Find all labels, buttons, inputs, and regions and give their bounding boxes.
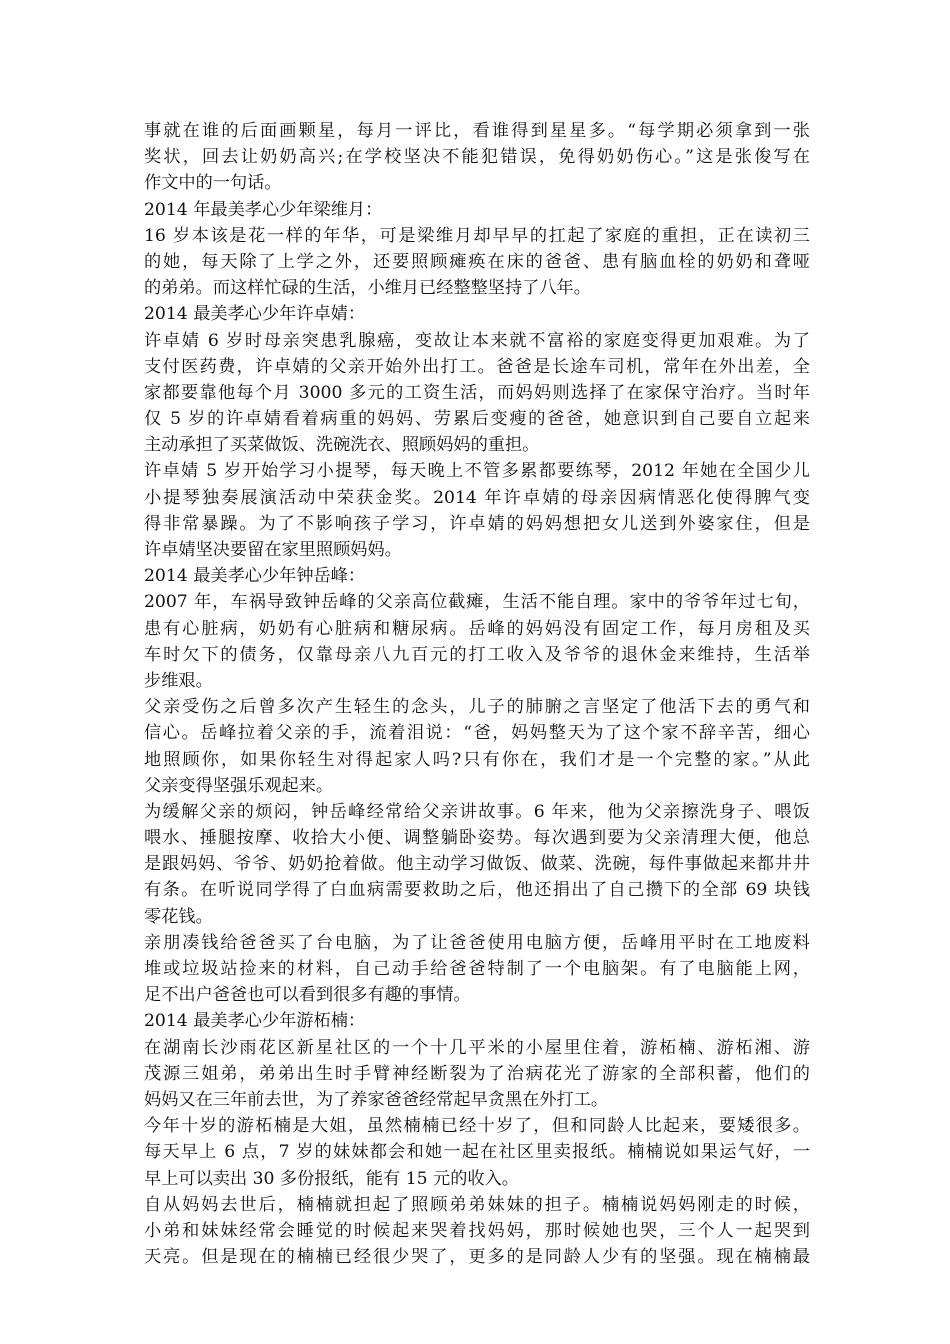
text-line: 奖状，回去让奶奶高兴;在学校坚决不能犯错误，免得奶奶伤心。”这是张俊写在 [144, 147, 810, 168]
text-line: 许卓婧坚决要留在家里照顾妈妈。 [144, 540, 402, 560]
text-line: 支付医药费，许卓婧的父亲开始外出打工。爸爸是长途车司机，常年在外出差，全 [144, 356, 810, 377]
text-line: 家都要靠他每个月 3000 多元的工资生活，而妈妈则选择了在家保守治疗。当时年 [144, 382, 810, 403]
text-line: 每天早上 6 点，7 岁的妹妹都会和她一起在社区里卖报纸。楠楠说如果运气好，一 [144, 1142, 810, 1163]
text-line: 16 岁本该是花一样的年华，可是梁维月却早早的扛起了家庭的重担，正在读初三 [144, 225, 810, 246]
text-line: 许卓婧 6 岁时母亲突患乳腺癌，变故让本来就不富裕的家庭变得更加艰难。为了 [144, 330, 810, 351]
text-line: 妈妈又在三年前去世，为了养家爸爸经常起早贪黑在外打工。 [144, 1089, 609, 1110]
text-line: 车时欠下的债务，仅靠母亲八九百元的打工收入及爷爷的退休金来维持，生活举 [144, 644, 810, 665]
text-line: 2014 最美孝心少年许卓婧： [144, 304, 366, 325]
text-line: 早上可以卖出 30 多份报纸，能有 15 元的收入。 [144, 1168, 519, 1189]
text-line: 父亲受伤之后曾多次产生轻生的念头，儿子的肺腑之言坚定了他活下去的勇气和 [144, 697, 810, 718]
text-line: 是跟妈妈、爷爷、奶奶抢着做。他主动学习做饭、做菜、洗碗，每件事做起来都井井 [144, 854, 810, 875]
text-line: 有条。在听说同学得了白血病需要救助之后，他还捐出了自己攒下的全部 69 块钱 [144, 880, 810, 901]
text-line: 茂源三姐弟，弟弟出生时手臂神经断裂为了治病花光了游家的全部积蓄，他们的 [144, 1063, 810, 1084]
text-line: 在湖南长沙雨花区新星社区的一个十几平米的小屋里住着，游柘楠、游柘湘、游 [144, 1037, 810, 1058]
text-line: 仅 5 岁的许卓婧看着病重的妈妈、劳累后变瘦的爸爸，她意识到自己要自立起来 [144, 409, 810, 430]
text-line: 自从妈妈去世后，楠楠就担起了照顾弟弟妹妹的担子。楠楠说妈妈刚走的时候， [144, 1194, 810, 1215]
text-line: 今年十岁的游柘楠是大姐，虽然楠楠已经十岁了，但和同龄人比起来，要矮很多。 [144, 1116, 810, 1137]
text-line: 小弟和妹妹经常会睡觉的时候起来哭着找妈妈，那时候她也哭，三个人一起哭到 [144, 1220, 810, 1241]
text-line: 父亲变得坚强乐观起来。 [144, 775, 334, 796]
text-line: 零花钱。 [144, 906, 213, 927]
document-page [144, 118, 810, 1270]
text-line: 事就在谁的后面画颗星，每月一评比，看谁得到星星多。“每学期必须拿到一张 [144, 121, 810, 141]
text-line: 2007 年，车祸导致钟岳峰的父亲高位截瘫，生活不能自理。家中的爷爷年过七旬， [144, 592, 810, 613]
text-line: 亲朋凑钱给爸爸买了台电脑，为了让爸爸使用电脑方便，岳峰用平时在工地废料 [144, 932, 810, 953]
text-line: 许卓婧 5 岁开始学习小提琴，每天晚上不管多累都要练琴，2012 年她在全国少儿 [144, 461, 810, 482]
text-line: 步维艰。 [144, 670, 213, 691]
text-line: 天亮。但是现在的楠楠已经很少哭了，更多的是同龄人少有的坚强。现在楠楠最 [144, 1247, 810, 1268]
text-line: 2014 年最美孝心少年梁维月： [144, 199, 383, 220]
text-line: 为缓解父亲的烦闷，钟岳峰经常给父亲讲故事。6 年来，他为父亲擦洗身子、喂饭 [144, 801, 810, 822]
text-line: 堆或垃圾站捡来的材料，自己动手给爸爸特制了一个电脑架。有了电脑能上网， [144, 959, 810, 979]
text-line: 喂水、捶腿按摩、收拾大小便、调整躺卧姿势。每次遇到要为父亲清理大便，他总 [144, 828, 810, 849]
text-line: 信心。岳峰拉着父亲的手，流着泪说：“爸，妈妈整天为了这个家不辞辛苦，细心 [144, 723, 810, 744]
text-line: 2014 最美孝心少年钟岳峰： [144, 566, 366, 587]
text-line: 作文中的一句话。 [144, 173, 282, 194]
text-line: 小提琴独奏展演活动中荣获金奖。2014 年许卓婧的母亲因病情恶化使得脾气变 [144, 487, 810, 508]
text-line: 足不出户爸爸也可以看到很多有趣的事情。 [144, 985, 471, 1006]
text-line: 2014 最美孝心少年游柘楠： [144, 1011, 366, 1032]
text-line: 地照顾你，如果你轻生对得起家人吗?只有你在，我们才是一个完整的家。”从此 [144, 749, 810, 770]
text-line: 的弟弟。而这样忙碌的生活，小维月已经整整坚持了八年。 [144, 278, 591, 299]
text-line: 主动承担了买菜做饭、洗碗洗衣、照顾妈妈的重担。 [144, 435, 540, 456]
text-line: 患有心脏病，奶奶有心脏病和糖尿病。岳峰的妈妈没有固定工作，每月房租及买 [144, 618, 810, 639]
text-line: 得非常暴躁。为了不影响孩子学习，许卓婧的妈妈想把女儿送到外婆家住，但是 [144, 513, 810, 534]
text-line: 的她，每天除了上学之外，还要照顾瘫痪在床的爸爸、患有脑血栓的奶奶和聋哑 [144, 251, 810, 272]
